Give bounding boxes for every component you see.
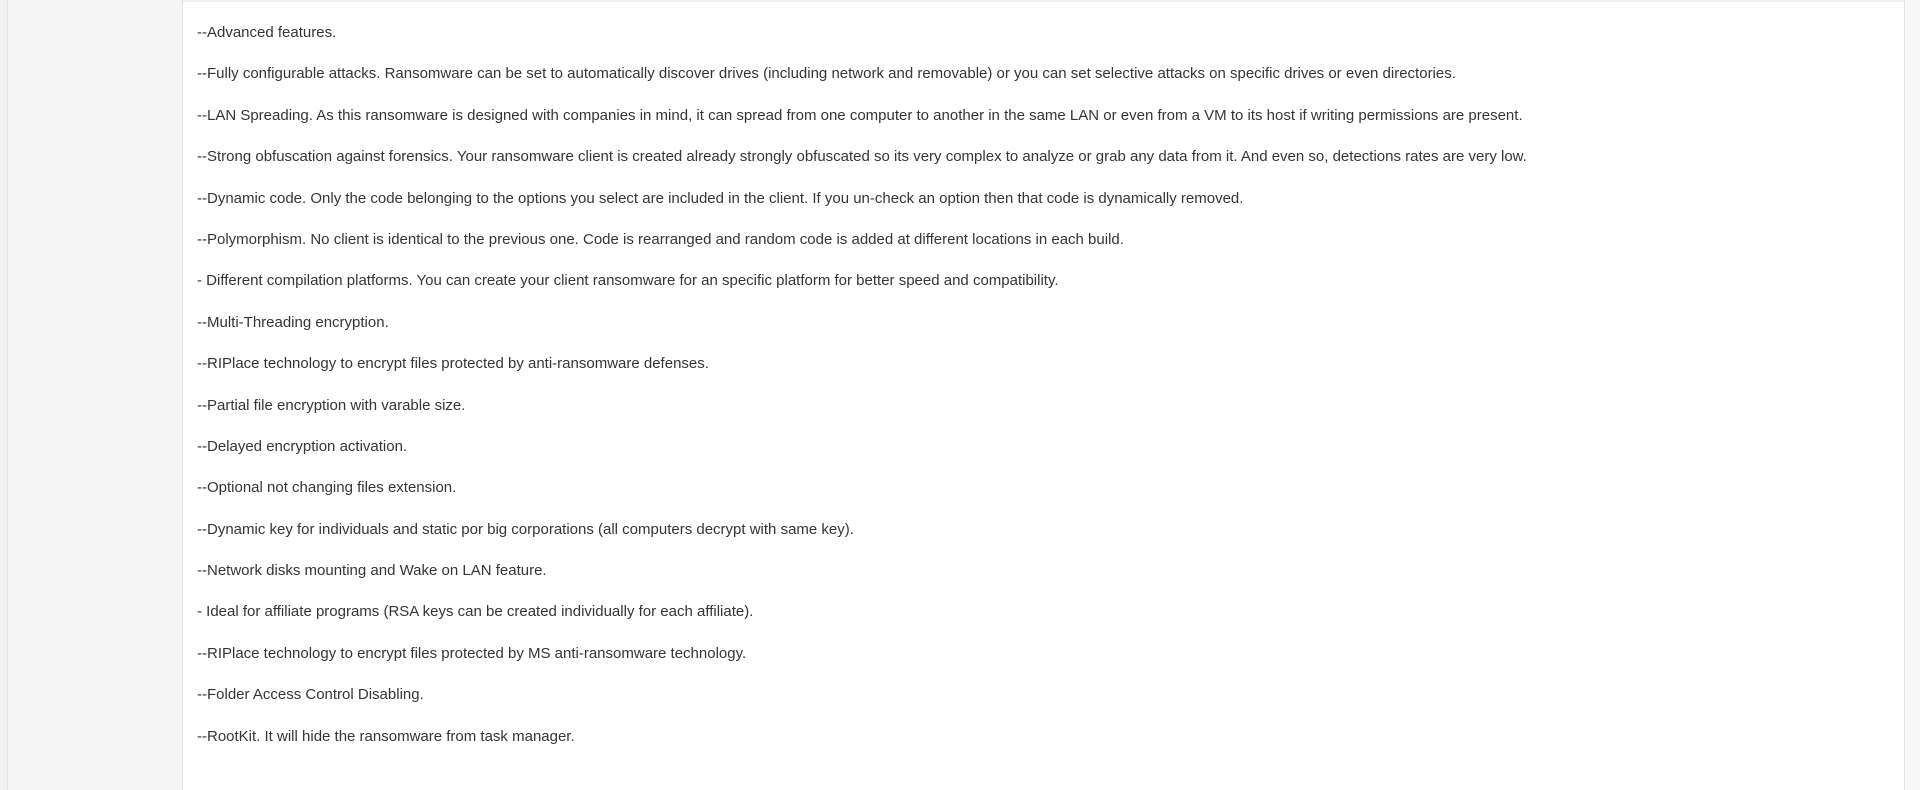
feature-item: --Multi-Threading encryption. bbox=[197, 313, 389, 331]
feature-item: --Strong obfuscation against forensics. Your ransomware client is created already strongly obfuscated so its very complex to analyze or grab any data from it. And even so, detections rates are very low. bbox=[197, 148, 1527, 166]
feature-item: --Dynamic key for individuals and static por big corporations (all computers decrypt with same key). bbox=[197, 520, 854, 538]
feature-item: --Dynamic code. Only the code belonging to the options you select are included in the client. If you un-check an option then that code is dynamically removed. bbox=[197, 189, 1244, 207]
feature-item: --Delayed encryption activation. bbox=[197, 437, 408, 455]
feature-item: --Polymorphism. No client is identical to the previous one. Code is rearranged and random code is added at different locations in each build. bbox=[197, 230, 1124, 248]
feature-list bbox=[197, 22, 1527, 767]
feature-item: --RootKit. It will hide the ransomware from task manager. bbox=[197, 727, 575, 745]
forum-post bbox=[7, 0, 1905, 790]
feature-item: --Fully configurable attacks. Ransomware can be set to automatically discover drives (including network and removable) or you can set selective attacks on specific drives or even directories. bbox=[197, 65, 1456, 83]
feature-item: --RIPlace technology to encrypt files protected by anti-ransomware defenses. bbox=[197, 355, 709, 373]
feature-item: --LAN Spreading. As this ransomware is designed with companies in mind, it can spread from one computer to another in the same LAN or even from a VM to its host if writing permissions are present. bbox=[197, 106, 1523, 124]
feature-item: --Partial file encryption with varable size. bbox=[197, 396, 466, 414]
post-body bbox=[183, 0, 1904, 790]
feature-item: --RIPlace technology to encrypt files protected by MS anti-ransomware technology. bbox=[197, 644, 747, 662]
feature-item: --Optional not changing files extension. bbox=[197, 479, 457, 497]
post-author-sidebar bbox=[8, 0, 183, 790]
feature-item: --Folder Access Control Disabling. bbox=[197, 686, 424, 704]
page-left-margin bbox=[0, 0, 7, 790]
feature-item: - Ideal for affiliate programs (RSA keys can be created individually for each affiliate). bbox=[197, 603, 754, 621]
post-top-divider bbox=[183, 0, 1904, 2]
feature-item: - Different compilation platforms. You can create your client ransomware for an specific platform for better speed and compatibility. bbox=[197, 272, 1059, 290]
feature-item: --Network disks mounting and Wake on LAN feature. bbox=[197, 562, 547, 580]
page-right-margin bbox=[1905, 0, 1920, 790]
feature-item: --Advanced features. bbox=[197, 24, 337, 41]
